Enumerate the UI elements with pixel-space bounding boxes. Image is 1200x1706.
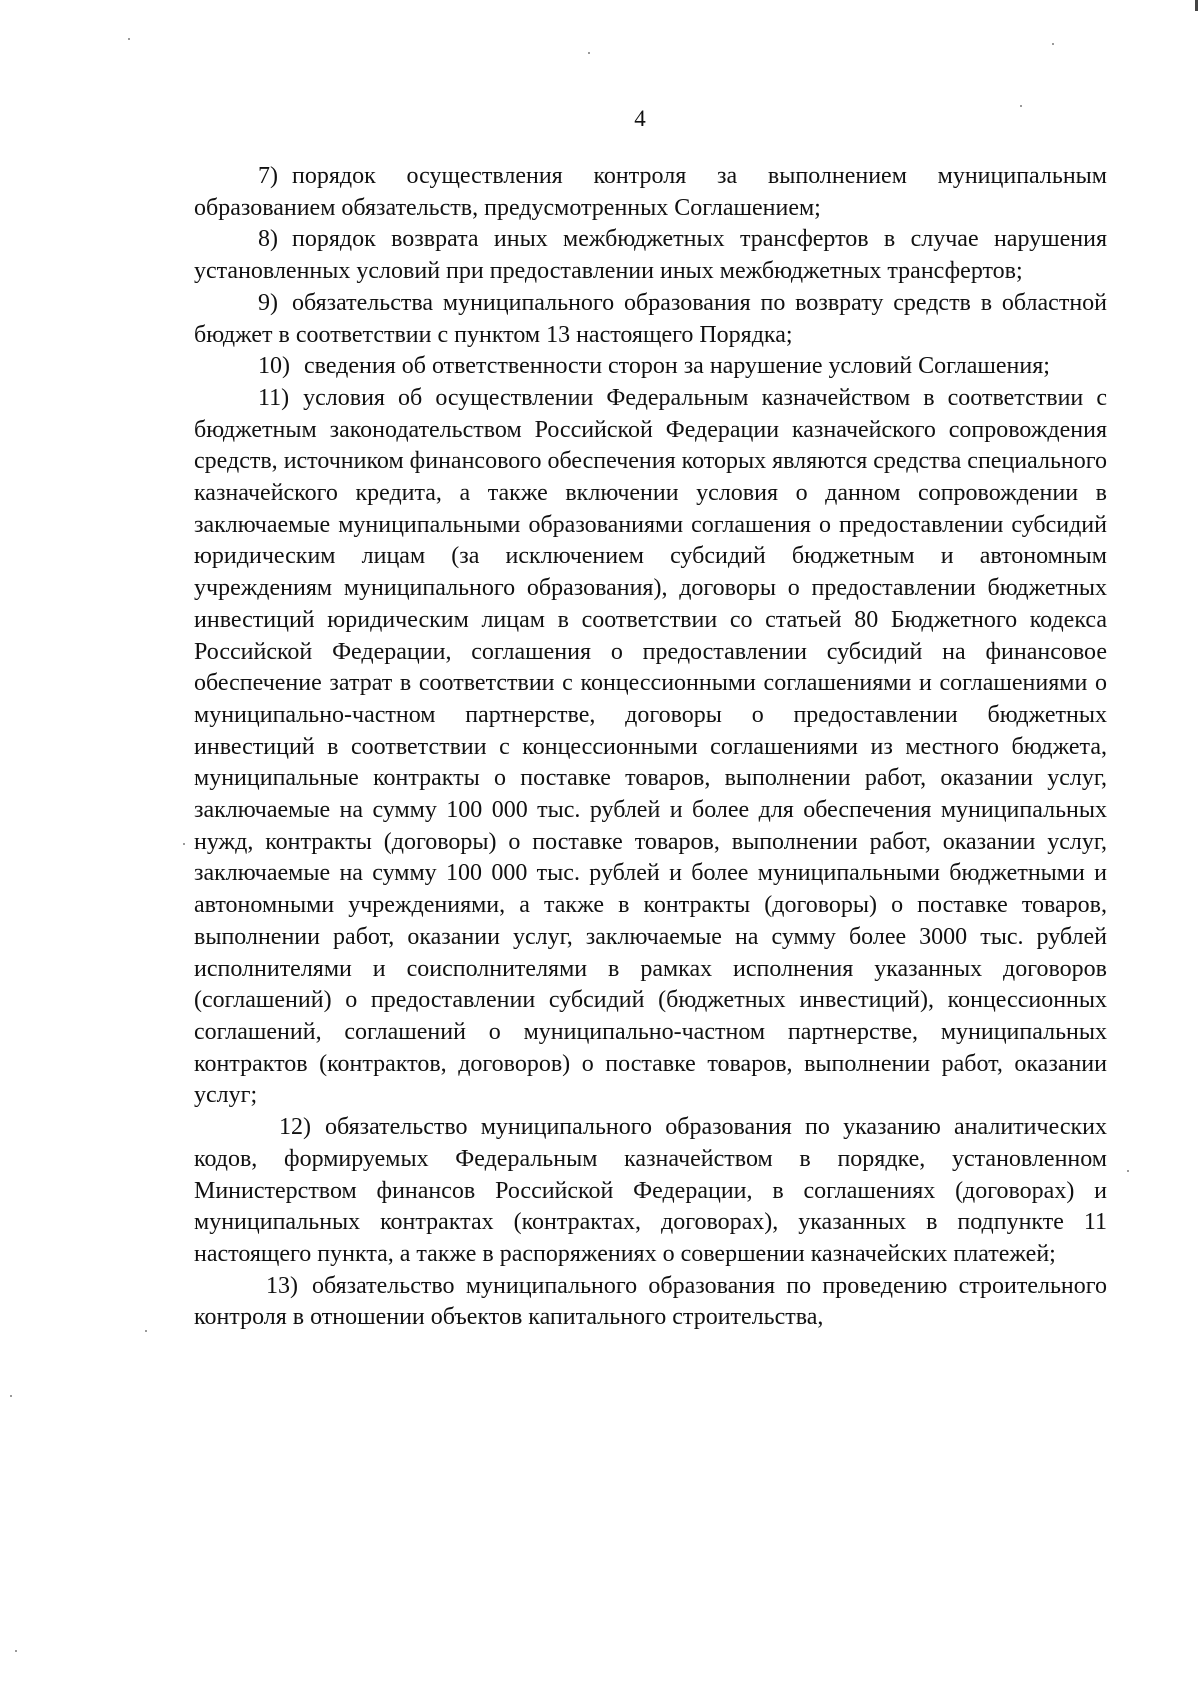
scan-speck: [145, 1330, 147, 1332]
scan-speck: [15, 1650, 17, 1652]
item-text: сведения об ответственности сторон за нарушение условий Соглашения;: [304, 353, 1050, 380]
list-item-10: [194, 351, 1107, 383]
list-item-8: [194, 224, 1107, 287]
scan-speck: [10, 1395, 12, 1397]
scan-edge-mark: [1195, 0, 1198, 11]
item-text: обязательство муниципального образования по проведению строительного контроля в отношении объектов капитального строительства,: [194, 1272, 1107, 1331]
list-item-7: [194, 161, 1107, 224]
item-number: 13): [266, 1272, 298, 1299]
scan-speck: [1052, 43, 1054, 45]
scan-speck: [588, 52, 590, 54]
item-text: порядок осуществления контроля за выполнением муниципальным образованием обязательств, предусмотренных Соглашением;: [194, 163, 1107, 221]
item-number: 12): [279, 1114, 311, 1141]
item-number: 8): [258, 226, 278, 253]
item-number: 11): [258, 384, 290, 411]
page-number: 4: [634, 106, 646, 131]
item-text: условия об осуществлении Федеральным казначейством в соответствии с бюджетным законодательством Российской Федерации казначейского сопровождения средств, источником финансового обеспечения которых являются средства специального казначейского кредита, а также включении условия о данном сопровождении в заключаемые муниципальными образованиями соглашения о предоставлении субсидий юридическим лицам (за исключением субсидий бюджетным и автономным учреждениям муниципального образования), договоры о предоставлении бюджетных инвестиций юридическим лицам в соответствии со статьей 80 Бюджетного кодекса Российской Федерации, соглашения о предоставлении субсидий на финансовое обеспечение затрат в соответствии с концессионными соглашениями и соглашениями о муниципально-частном партнерстве, договоры о предоставлении бюджетных инвестиций в соответствии с концессионными соглашениями из местного бюджета, муниципальные контракты о поставке товаров, выполнении работ, оказании услуг, заключаемые на сумму 100 000 тыс. рублей и более для обеспечения муниципальных нужд, контракты (договоры) о поставке товаров, выполнении работ, оказании услуг, заключаемые на сумму 100 000 тыс. рублей и более муниципальными бюджетными и автономными учреждениями, а также в контракты (договоры) о поставке товаров, выполнении работ, оказании услуг, заключаемые на сумму более 3000 тыс. рублей исполнителями и соисполнителями в рамках исполнения указанных договоров (соглашений) о предоставлении субсидий (бюджетных инвестиций), концессионных соглашений, соглашений о муниципально-частном партнерстве, муниципальных контрактов (контрактов, договоров) о поставке товаров, выполнении работ, оказании услуг;: [194, 384, 1107, 1109]
item-number: 10): [258, 353, 290, 380]
scan-speck: [1127, 1170, 1129, 1172]
item-text: обязательства муниципального образования по возврату средств в областной бюджет в соответствии с пунктом 13 настоящего Порядка;: [194, 289, 1107, 348]
item-number: 7): [258, 163, 278, 189]
list-item-9: [194, 288, 1107, 351]
list-item-11: [194, 383, 1107, 1112]
item-text: порядок возврата иных межбюджетных трансфертов в случае нарушения установленных условий при предоставлении иных межбюджетных трансфертов;: [194, 226, 1107, 285]
item-number: 9): [258, 289, 278, 316]
item-text: обязательство муниципального образования по указанию аналитических кодов, формируемых Федеральным казначейством в порядке, установленном Министерством финансов Российской Федерации, в соглашениях (договорах) и муниципальных контрактах (контрактах, договорах), указанных в подпункте 11 настоящего пункта, а также в распоряжениях о совершении казначейских платежей;: [194, 1114, 1107, 1267]
list-item-12: [194, 1112, 1107, 1271]
list-item-13: [194, 1271, 1107, 1334]
document-body: [194, 161, 1107, 1334]
scan-speck: [183, 843, 185, 845]
scan-speck: [128, 38, 130, 40]
